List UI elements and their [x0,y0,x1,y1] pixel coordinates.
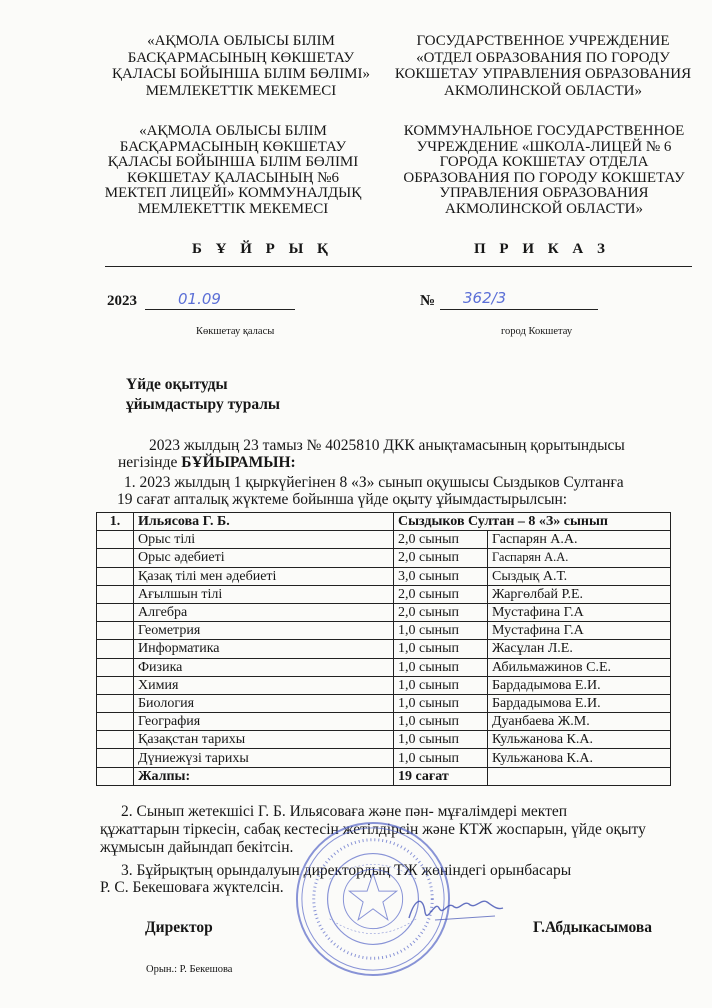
table-cell: 19 сағат [394,767,488,785]
table-cell: Биология [134,694,394,712]
table-cell: Жаргөлбай Р.Е. [488,585,671,603]
table-cell: Бардадымова Е.И. [488,676,671,694]
header-line: БАСҚАРМАСЫНЫҢ КӨКШЕТАУ [127,49,355,66]
table-cell: Кульжанова К.А. [488,749,671,767]
table-row [97,622,671,640]
paragraph-1-line2: 19 сағат апталық жүктеме бойынша үйде оқыту ұйымдастырылсын: [117,491,568,508]
table-row [97,531,671,549]
header-line: ҚАЛАСЫ БОЙЫНША БІЛІМ БӨЛІМІ» [111,66,371,82]
title-kz: Б Ұ Й Р Ы Қ [192,241,333,257]
paragraph-intro-line2 [118,454,296,471]
executor-note: Орын.: Р. Бекешова [146,964,233,975]
table-row [97,549,671,567]
table-cell: Гаспарян А.А. [488,549,671,567]
table-cell: 1,0 сынып [394,749,488,767]
table-cell: Сыздыков Султан – 8 «З» сынып [394,513,671,531]
title-ru: П Р И К А З [474,241,610,257]
table-cell: Дуанбаева Ж.М. [488,713,671,731]
table-cell: Орыс тілі [134,531,394,549]
header-line: КОММУНАЛЬНОЕ ГОСУДАРСТВЕННОЕ [403,123,685,139]
header-line: ГОРОДА КОКШЕТАУ ОТДЕЛА [439,154,649,171]
subjects-table [96,512,671,786]
header-line: «ОТДЕЛ ОБРАЗОВАНИЯ ПО ГОРОДУ [416,49,670,66]
table-cell: Ильясова Г. Б. [134,513,394,531]
header-line: ГОСУДАРСТВЕННОЕ УЧРЕЖДЕНИЕ [416,33,670,49]
table-cell: 2,0 сынып [394,549,488,567]
table-row [97,640,671,658]
header-line: БАСҚАРМАСЫНЫҢ КӨКШЕТАУ [119,138,347,155]
table-cell: Жасұлан Л.Е. [488,640,671,658]
table-cell: Ағылшын тілі [134,585,394,603]
header-line: УЧРЕЖДЕНИЕ «ШКОЛА-ЛИЦЕЙ № 6 [416,138,672,155]
table-cell: Дүниежүзі тарихы [134,749,394,767]
table-cell: Сыздық А.Т. [488,567,671,585]
table-row [97,749,671,767]
director-name: Г.Абдыкасымова [533,919,652,936]
table-row [97,567,671,585]
header-line: АКМОЛИНСКОЙ ОБЛАСТИ» [444,82,642,99]
paragraph-2-line2: құжаттарын тіркесін, сабақ кестесін жетілдірсін және КТЖ жоспарын, үйде оқыту [100,821,646,838]
table-cell: Қазақ тілі мен әдебиеті [134,567,394,585]
order-number-handwritten: 362/3 [463,289,507,307]
table-cell: 1,0 сынып [394,713,488,731]
table-cell: Бардадымова Е.И. [488,694,671,712]
table-cell: Мустафина Г.А [488,622,671,640]
table-cell: 1,0 сынып [394,694,488,712]
paragraph-3-line1: 3. Бұйрықтың орындалуын директордың ТЖ жөніндегі орынбасары [121,862,572,879]
table-cell: 1,0 сынып [394,640,488,658]
header-line: АКМОЛИНСКОЙ ОБЛАСТИ» [445,200,643,217]
date-underline [145,309,295,310]
header-line: «АҚМОЛА ОБЛЫСЫ БІЛІМ [139,123,327,139]
order-subject [126,375,280,415]
table-row [97,731,671,749]
table-cell: 2,0 сынып [394,603,488,621]
table-cell: Физика [134,658,394,676]
table-cell: Қазақстан тарихы [134,731,394,749]
header-line: КӨКШЕТАУ ҚАЛАСЫНЫҢ №6 [127,169,339,186]
table-cell: 1. [97,513,134,531]
paragraph-2-line3: жұмысын дайындап бекітсін. [100,839,294,856]
table-cell: Кульжанова К.А. [488,731,671,749]
header-line: МЕКТЕП ЛИЦЕЙІ» КОММУНАЛДЫҚ [104,185,362,202]
table-header-row [97,513,671,531]
header-line: МЕМЛЕКЕТТІК МЕКЕМЕСІ [137,200,329,217]
table-cell: Информатика [134,640,394,658]
table-cell: 1,0 сынып [394,731,488,749]
table-cell: Алгебра [134,603,394,621]
header-line: ҚАЛАСЫ БОЙЫНША БІЛІМ БӨЛІМІ [107,154,359,171]
paragraph-intro-line1: 2023 жылдың 23 тамыз № 4025810 ДКК анықтамасының қорытындысы [149,437,625,454]
header-ru-org2 [382,124,706,218]
city-ru: город Кокшетау [501,326,573,337]
table-cell: Жалпы: [134,767,394,785]
paragraph-3-line2: Р. С. Бекешоваға жүктелсін. [100,879,284,896]
header-line: ОБРАЗОВАНИЯ ПО ГОРОДУ КОКШЕТАУ [403,169,685,186]
header-line: КОКШЕТАУ УПРАВЛЕНИЯ ОБРАЗОВАНИЯ [394,66,692,82]
table-cell: География [134,713,394,731]
paragraph-2-line1: 2. Сынып жетекшісі Г. Б. Ильясоваға және пән- мұғалімдері мектеп [121,803,568,820]
table-cell: 2,0 сынып [394,531,488,549]
table-cell: Гаспарян А.А. [488,531,671,549]
table-row [97,603,671,621]
header-line: МЕМЛЕКЕТТІК МЕКЕМЕСІ [145,82,337,99]
table-row [97,658,671,676]
header-line: УПРАВЛЕНИЯ ОБРАЗОВАНИЯ [439,185,649,202]
order-year: 2023 [107,293,137,309]
table-row [97,676,671,694]
header-line: «АҚМОЛА ОБЛЫСЫ БІЛІМ [147,33,335,49]
order-date-handwritten: 01.09 [178,290,221,308]
table-row [97,585,671,603]
table-row [97,694,671,712]
table-total-row [97,767,671,785]
table-cell: 3,0 сынып [394,567,488,585]
paragraph-1-line1: 1. 2023 жылдың 1 қыркүйегінен 8 «З» сынып оқушысы Сыздыков Султанға [124,474,624,491]
subject-line: ұйымдастыру туралы [126,396,281,413]
table-row [97,713,671,731]
number-underline [440,309,598,310]
header-ru-org1 [378,33,708,99]
director-role: Директор [145,919,213,936]
table-cell: 1,0 сынып [394,622,488,640]
table-cell: Геометрия [134,622,394,640]
director-signature [405,890,505,930]
table-cell: 1,0 сынып [394,676,488,694]
table-cell: 1,0 сынып [394,658,488,676]
intro-text: негізінде [118,454,182,471]
order-keyword: БҰЙЫРАМЫН: [181,454,296,471]
header-divider [105,266,692,267]
header-kz-org2 [88,124,378,218]
order-number-label: № [420,293,436,309]
city-kz: Көкшетау қаласы [196,326,275,337]
table-cell: Орыс әдебиеті [134,549,394,567]
subject-line: Үйде оқытуды [126,376,228,393]
table-cell: Мустафина Г.А [488,603,671,621]
table-cell: Абильмажинов С.Е. [488,658,671,676]
table-cell: 2,0 сынып [394,585,488,603]
header-kz-org1 [95,33,387,99]
table-cell: Химия [134,676,394,694]
